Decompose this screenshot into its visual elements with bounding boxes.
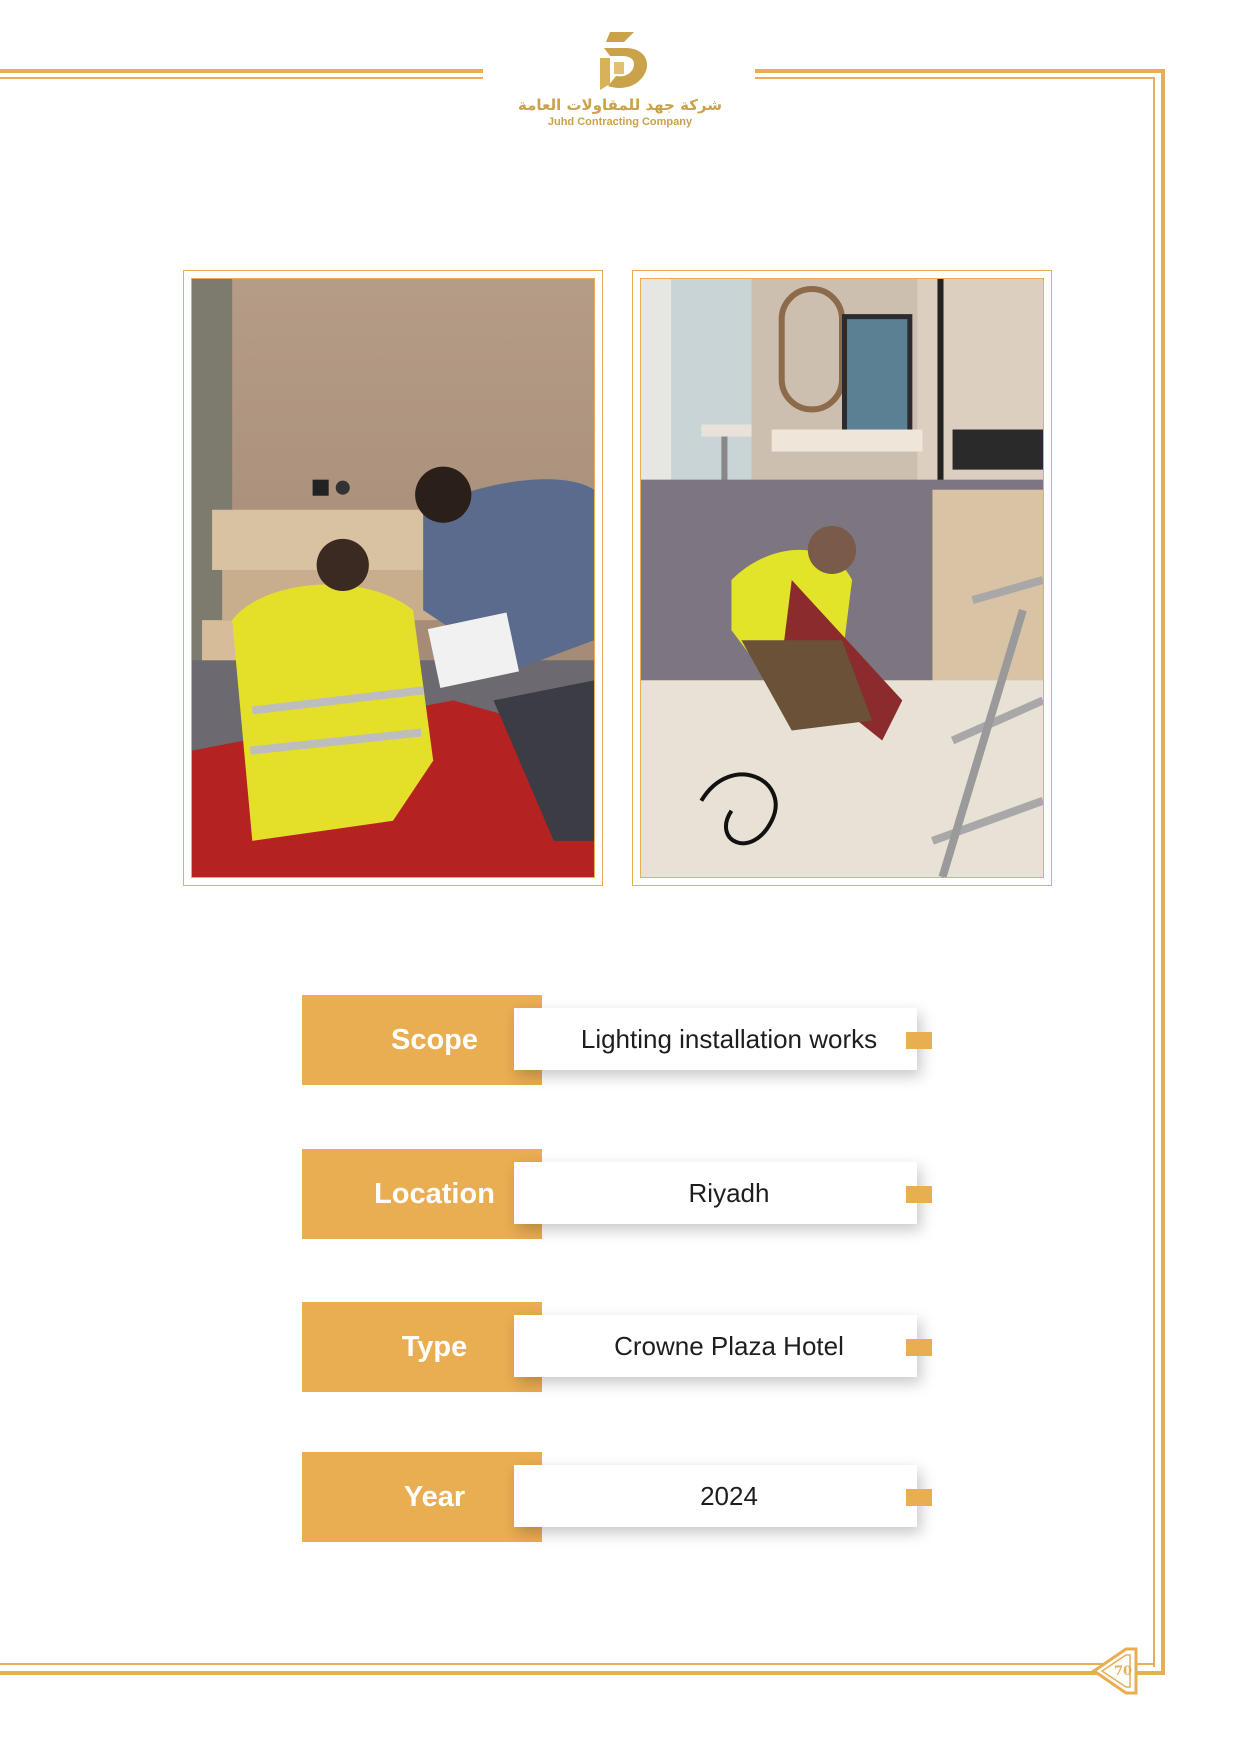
right-rule-1	[1161, 69, 1165, 1675]
photo-left	[183, 270, 603, 886]
right-rule-2	[1153, 77, 1155, 1667]
top-left-rule-2	[0, 77, 483, 79]
top-right-rule-1	[755, 69, 1165, 73]
scope-marker	[906, 1032, 932, 1049]
location-row	[302, 1149, 942, 1239]
logo-mark-icon	[580, 28, 660, 94]
year-row	[302, 1452, 942, 1542]
location-value: Riyadh	[688, 1178, 770, 1208]
year-label: Year	[403, 1481, 466, 1513]
bottom-rule-2	[0, 1663, 1155, 1665]
scope-label: Scope	[390, 1024, 479, 1056]
location-marker	[906, 1186, 932, 1203]
logo-arabic-name: شركة جهد للمقاولات العامة	[517, 96, 722, 114]
photo-left-image	[191, 278, 595, 878]
year-marker	[906, 1489, 932, 1506]
top-right-rule-2	[755, 77, 1155, 79]
company-logo	[510, 28, 730, 143]
photo-right-image	[640, 278, 1044, 878]
year-value: 2024	[700, 1481, 758, 1511]
scope-value: Lighting installation works	[580, 1024, 878, 1054]
bottom-rule-1	[0, 1671, 1165, 1675]
top-left-rule-1	[0, 69, 483, 73]
photo-right	[632, 270, 1052, 886]
type-value: Crowne Plaza Hotel	[614, 1331, 844, 1361]
logo-english-name: Juhd Contracting Company	[547, 116, 693, 128]
type-row	[302, 1302, 942, 1392]
type-marker	[906, 1339, 932, 1356]
scope-row	[302, 995, 942, 1085]
page-number: 70	[1113, 1664, 1133, 1679]
location-label: Location	[374, 1178, 495, 1210]
type-label: Type	[401, 1331, 468, 1363]
